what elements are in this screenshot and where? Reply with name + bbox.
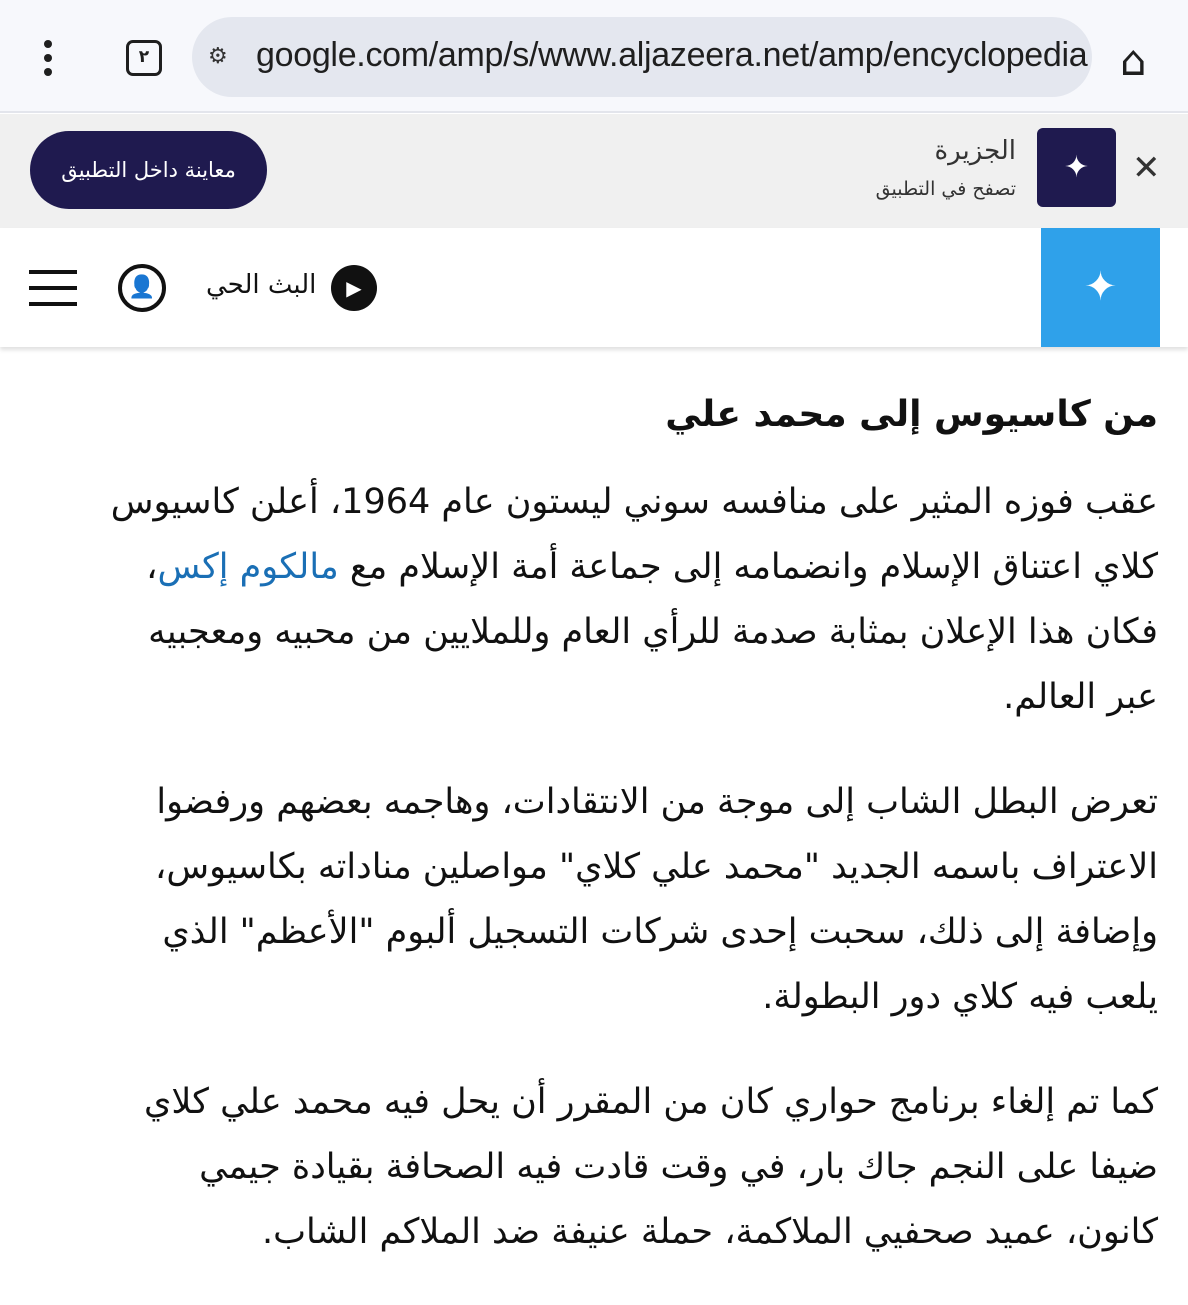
app-subtitle: تصفح في التطبيق xyxy=(875,178,1016,200)
text-line: عقب فوزه المثير على منافسه سوني ليستون عام 1964، أعلن كاسيوس xyxy=(110,482,1158,522)
site-header xyxy=(0,228,1188,347)
text-span: كلاي اعتناق الإسلام وانضمامه إلى جماعة أمة الإسلام مع xyxy=(338,547,1158,587)
close-icon[interactable]: ✕ xyxy=(1132,148,1161,188)
text-line: كانون، عميد صحفيي الملاكمة، حملة عنيفة ضد الملاكم الشاب. xyxy=(261,1212,1158,1252)
text-line: فكان هذا الإعلان بمثابة صدمة للرأي العام وللملايين من محبيه ومعجبيه xyxy=(148,612,1158,652)
app-name: الجزيرة xyxy=(934,136,1016,166)
play-icon[interactable]: ▶ xyxy=(331,265,377,311)
app-logo-icon: ✦ xyxy=(1037,128,1116,207)
section-heading: من كاسيوس إلى محمد علي xyxy=(665,394,1158,435)
browser-toolbar xyxy=(0,0,1188,113)
user-account-icon[interactable]: 👤 xyxy=(118,264,166,312)
address-bar[interactable] xyxy=(192,17,1092,97)
paragraph xyxy=(30,770,1158,1030)
text-line: ضيفا على النجم جاك بار، في وقت قادت فيه الصحافة بقيادة جيمي xyxy=(199,1147,1158,1187)
text-line: كما تم إلغاء برنامج حواري كان من المقرر أن يحل فيه محمد علي كلاي xyxy=(144,1082,1158,1122)
open-in-app-button[interactable]: معاينة داخل التطبيق xyxy=(30,131,267,209)
text-line: الاعتراف باسمه الجديد "محمد علي كلاي" مواصلين مناداته بكاسيوس، xyxy=(155,847,1158,887)
article-body xyxy=(30,380,1158,1305)
hamburger-menu-icon[interactable] xyxy=(29,270,77,306)
text-line: تعرض البطل الشاب إلى موجة من الانتقادات، وهاجمه بعضهم ورفضوا xyxy=(156,782,1158,822)
malcolm-x-link[interactable]: مالكوم إكس xyxy=(157,547,339,587)
more-menu-icon[interactable] xyxy=(40,40,56,76)
site-settings-icon[interactable]: ⚙ xyxy=(208,44,228,69)
aljazeera-logo[interactable]: ✦ xyxy=(1041,228,1160,347)
tab-switcher-button[interactable]: ٢ xyxy=(126,40,162,76)
live-stream-link[interactable]: البث الحي xyxy=(206,270,317,300)
text-line xyxy=(30,535,1158,600)
text-line: وإضافة إلى ذلك، سحبت إحدى شركات التسجيل ألبوم "الأعظم" الذي xyxy=(162,912,1158,952)
text-line: يلعب فيه كلاي دور البطولة. xyxy=(762,977,1158,1017)
paragraph xyxy=(30,1070,1158,1265)
text-line: عبر العالم. xyxy=(1003,677,1158,717)
paragraph xyxy=(30,470,1158,730)
url-text: google.com/amp/s/www.aljazeera.net/amp/encyclopedia xyxy=(256,36,1088,74)
text-span: ، xyxy=(146,547,158,587)
app-banner xyxy=(0,114,1188,228)
home-icon[interactable]: ⌂ xyxy=(1120,36,1147,85)
